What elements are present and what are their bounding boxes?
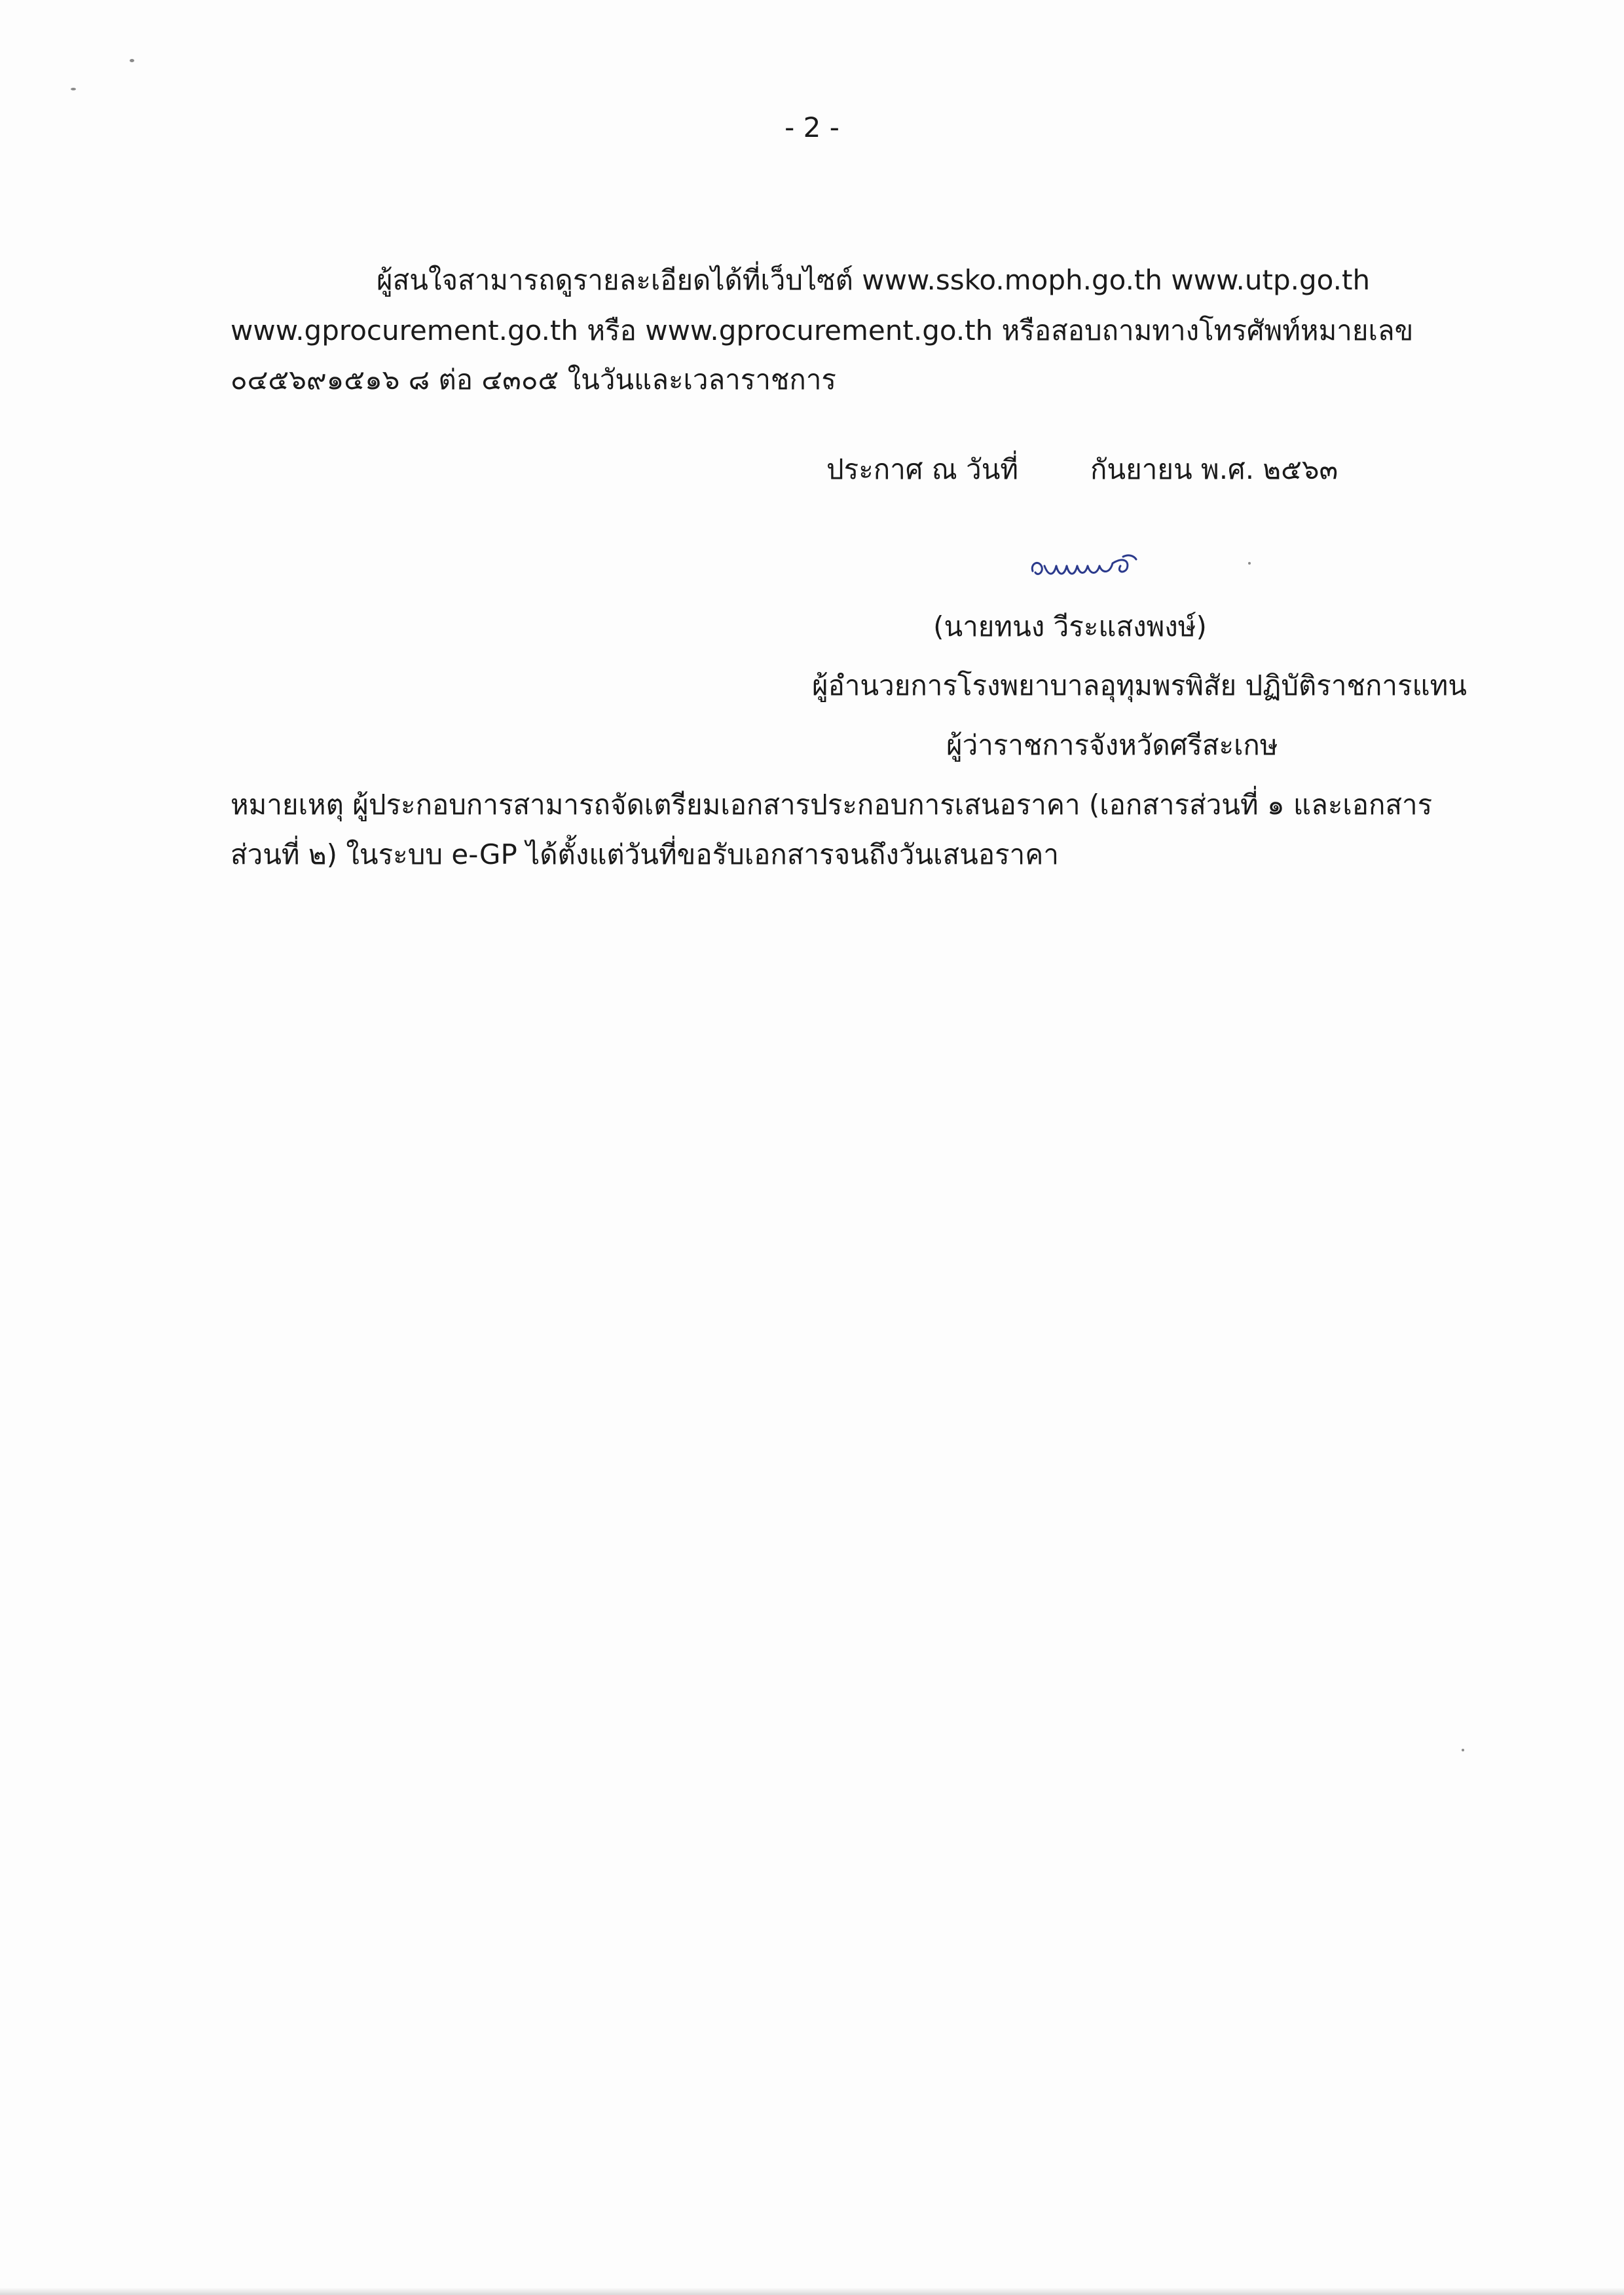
page-number: - 2 - [784, 111, 840, 143]
announcement-date-month-year: กันยายน พ.ศ. ๒๕๖๓ [1090, 453, 1338, 485]
signatory-title-line-2-text: ผู้ว่าราชการจังหวัดศรีสะเกษ [946, 729, 1278, 761]
scan-speck [1248, 562, 1251, 565]
handwritten-signature [1025, 537, 1221, 589]
note-line-1: หมายเหตุ ผู้ประกอบการสามารถจัดเตรียมเอกสารประกอบการเสนอราคา (เอกสารส่วนที่ ๑ และเอกสาร [231, 789, 1433, 821]
announcement-date-prefix: ประกาศ ณ วันที่ [826, 453, 1019, 485]
body-paragraph-line-2: www.gprocurement.go.th หรือ www.gprocurement.go.th หรือสอบถามทางโทรศัพท์หมายเลข [231, 314, 1414, 346]
note-line-2: ส่วนที่ ๒) ในระบบ e-GP ได้ตั้งแต่วันที่ขอรับเอกสารจนถึงวันเสนอราคา [231, 838, 1059, 870]
signatory-name-text: (นายทนง วีระแสงพงษ์) [933, 610, 1207, 643]
scan-speck [130, 59, 134, 62]
scan-speck [71, 88, 76, 90]
body-paragraph-line-1: ผู้สนใจสามารถดูรายละเอียดได้ที่เว็บไซต์ www.ssko.moph.go.th www.utp.go.th [377, 264, 1371, 296]
scan-speck [1462, 1749, 1464, 1751]
body-paragraph-line-3: ๐๔๕๖๙๑๕๑๖ ๘ ต่อ ๔๓๐๕ ในวันและเวลาราชการ [231, 364, 836, 396]
signatory-title-line-1: ผู้อำนวยการโรงพยาบาลอุทุมพรพิสัย ปฏิบัติราชการแทน [812, 669, 1467, 701]
signatory-name [0, 607, 1624, 646]
scan-bottom-edge [0, 2287, 1624, 2295]
